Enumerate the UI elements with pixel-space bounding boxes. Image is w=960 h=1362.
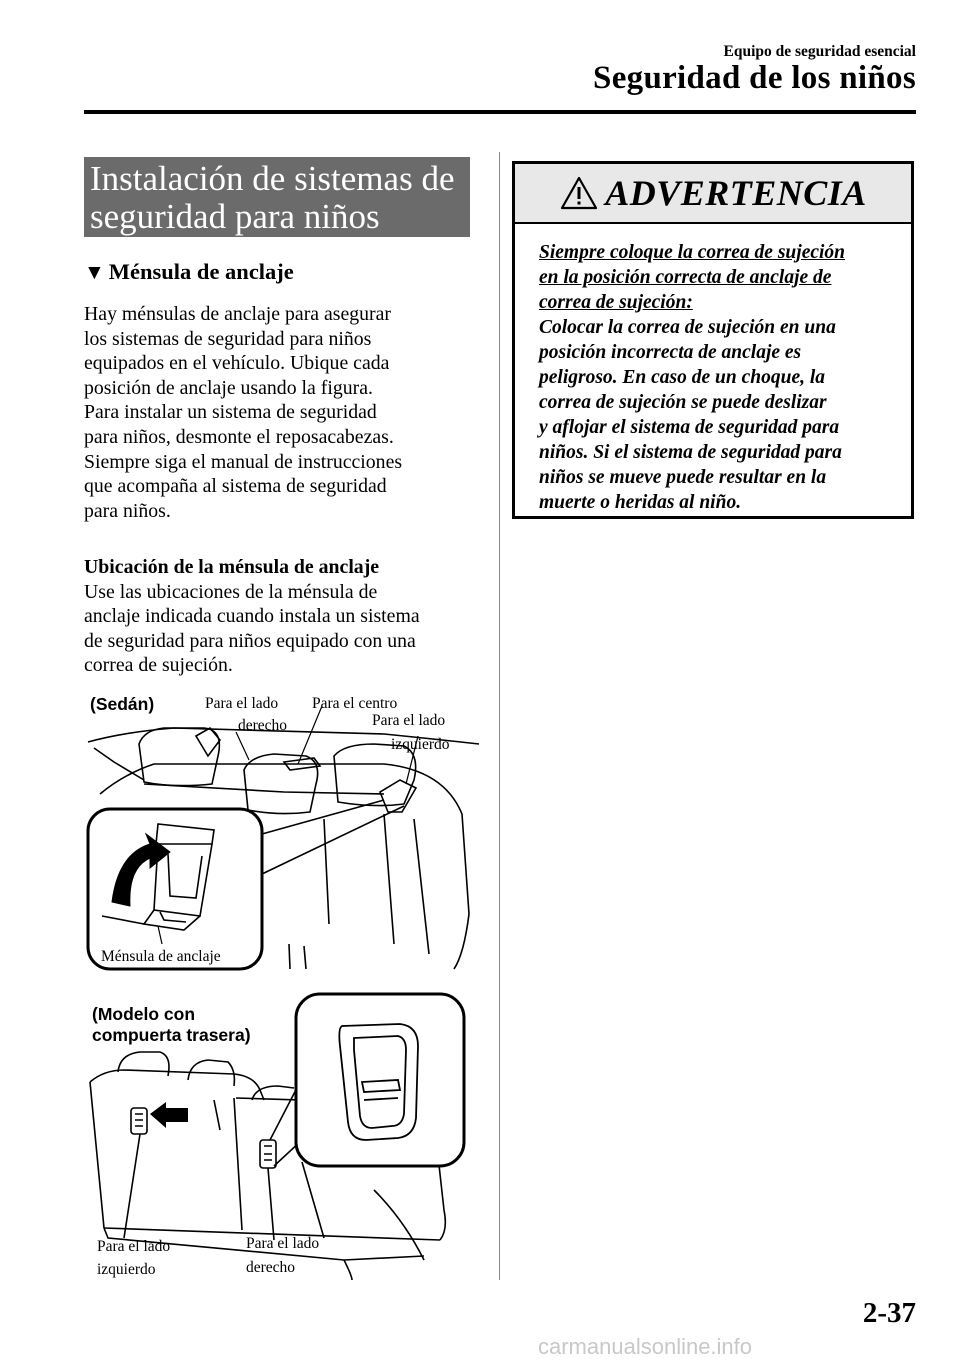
intro-line: equipados en el vehículo. Ubique cada <box>84 352 390 375</box>
warning-header <box>515 164 911 224</box>
column-divider <box>499 152 500 1280</box>
hatch-model-label-1: (Modelo con <box>92 1004 196 1024</box>
sedan-left-side-label-1: Para el lado <box>372 712 446 729</box>
warning-line: y aflojar el sistema de seguridad para <box>539 417 840 438</box>
location-paragraph <box>84 555 474 678</box>
section-title-box <box>84 157 470 237</box>
intro-line: los sistemas de seguridad para niños <box>84 327 372 350</box>
intro-line: para niños, desmonte el reposacabezas. <box>84 425 394 448</box>
page-number: 2-37 <box>862 1297 916 1329</box>
warning-line: muerte o heridas al niño. <box>539 492 742 513</box>
chapter-subtitle: Equipo de seguridad esencial <box>723 43 916 60</box>
warning-line: niños. Si el sistema de seguridad para <box>539 442 842 463</box>
chapter-title: Seguridad de los niños <box>593 60 916 96</box>
subsection-heading <box>84 259 294 285</box>
location-line: correa de sujeción. <box>84 654 233 677</box>
intro-paragraph <box>84 302 474 523</box>
warning-line: niños se mueve puede resultar en la <box>539 467 827 488</box>
footer-watermark: carmanualsonline.info <box>538 1334 753 1359</box>
sedan-model-label: (Sedán) <box>90 694 155 714</box>
sedan-center-label: Para el centro <box>312 695 398 712</box>
warning-underlined-line: correa de sujeción: <box>539 292 693 313</box>
intro-line: Para instalar un sistema de seguridad <box>84 401 377 424</box>
section-title-line2: seguridad para niños <box>90 197 380 236</box>
hatch-left-side-label-2: izquierdo <box>97 1261 156 1278</box>
hatch-right-side-label-1: Para el lado <box>246 1235 320 1252</box>
intro-line: posición de anclaje usando la figura. <box>84 376 373 399</box>
header-rule <box>84 110 916 114</box>
location-heading: Ubicación de la ménsula de anclaje <box>84 556 380 578</box>
warning-line: correa de sujeción se puede deslizar <box>539 392 827 413</box>
sedan-right-side-label-1: Para el lado <box>205 695 279 712</box>
section-title-line1: Instalación de sistemas de <box>90 159 455 198</box>
warning-underlined-line: Siempre coloque la correa de sujeción <box>539 242 846 263</box>
subsection-title: Ménsula de anclaje <box>108 259 294 284</box>
intro-line: Hay ménsulas de anclaje para asegurar <box>84 303 392 325</box>
warning-body <box>539 240 845 515</box>
hatch-left-side-label-1: Para el lado <box>97 1238 171 1255</box>
sedan-right-side-label-2: derecho <box>238 717 288 734</box>
warning-line: peligroso. En caso de un choque, la <box>539 367 826 388</box>
intro-line: que acompaña al sistema de seguridad <box>84 475 387 498</box>
sedan-left-side-label-2: izquierdo <box>391 736 450 753</box>
warning-line: Colocar la correa de sujeción en una <box>539 317 836 338</box>
location-line: Use las ubicaciones de la ménsula de <box>84 580 378 603</box>
warning-triangle-icon <box>559 175 599 211</box>
intro-line: para niños. <box>84 499 171 522</box>
triangle-marker-icon: ▼ <box>84 259 105 284</box>
hatch-right-side-label-2: derecho <box>246 1259 296 1276</box>
hatch-model-label-2: compuerta trasera) <box>92 1025 251 1045</box>
intro-line: Siempre siga el manual de instrucciones <box>84 450 403 473</box>
warning-line: posición incorrecta de anclaje es <box>539 342 802 363</box>
warning-title: ADVERTENCIA <box>605 173 867 213</box>
warning-underlined-line: en la posición correcta de anclaje de <box>539 267 832 288</box>
location-line: de seguridad para niños equipado con una <box>84 629 416 652</box>
warning-box <box>512 161 914 519</box>
location-line: anclaje indicada cuando instala un sistema <box>84 605 420 628</box>
anchor-bracket-label: Ménsula de anclaje <box>101 948 221 965</box>
